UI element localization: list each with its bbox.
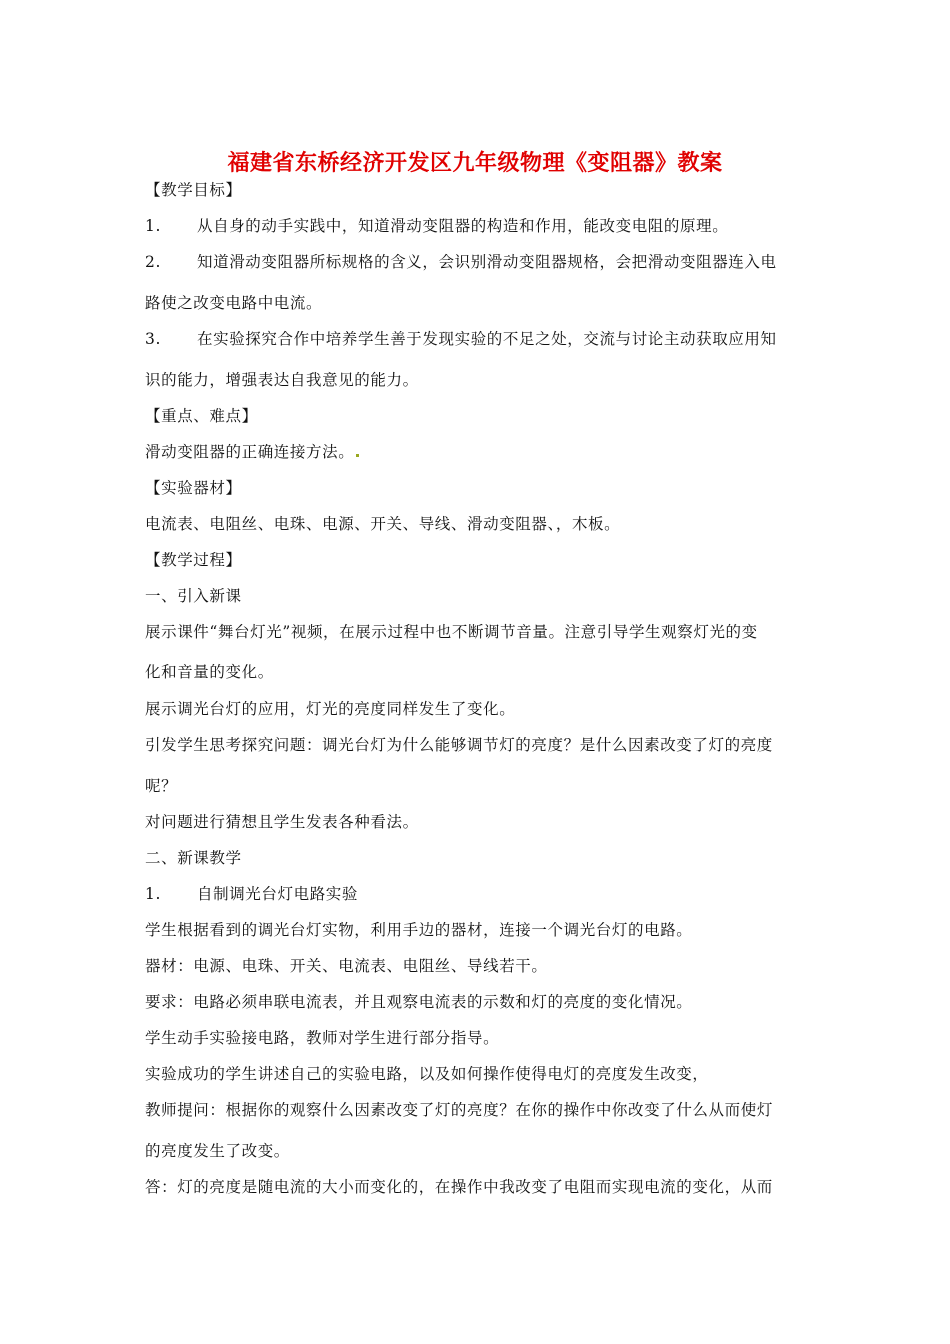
subsection-1-title: 自制调光台灯电路实验 xyxy=(197,885,359,903)
paragraph-11: 答：灯的亮度是随电流的大小而变化的，在操作中我改变了电阻而实现电流的变化，从而 xyxy=(145,1178,773,1196)
key-points-text: 滑动变阻器的正确连接方法。 xyxy=(145,440,359,462)
paragraph-4: 对问题进行猜想且学生发表各种看法。 xyxy=(145,813,419,831)
goal-2 xyxy=(145,250,777,272)
paragraph-6: 器材：电源、电珠、开关、电流表、电阻丝、导线若干。 xyxy=(145,957,548,975)
goal-3-number: 3. xyxy=(145,330,161,348)
goal-2-continued: 路使之改变电路中电流。 xyxy=(145,294,323,312)
part-2-heading: 二、新课教学 xyxy=(145,849,242,867)
subsection-1-number: 1. xyxy=(145,885,161,903)
paragraph-10-continued: 的亮度发生了改变。 xyxy=(145,1142,290,1160)
goal-1-number: 1. xyxy=(145,217,161,235)
paragraph-8: 学生动手实验接电路，教师对学生进行部分指导。 xyxy=(145,1029,500,1047)
goal-1 xyxy=(145,214,728,236)
goals-heading: 【教学目标】 xyxy=(145,181,242,199)
part-1-heading: 一、引入新课 xyxy=(145,587,242,605)
paragraph-1-continued: 化和音量的变化。 xyxy=(145,663,274,681)
paragraph-1: 展示课件“舞台灯光”视频，在展示过程中也不断调节音量。注意引导学生观察灯光的变 xyxy=(145,623,758,641)
paragraph-3: 引发学生思考探究问题：调光台灯为什么能够调节灯的亮度？是什么因素改变了灯的亮度 xyxy=(145,736,773,754)
goal-3-text: 在实验探究合作中培养学生善于发现实验的不足之处，交流与讨论主动获取应用知 xyxy=(197,330,777,348)
equipment-heading: 【实验器材】 xyxy=(145,479,242,497)
key-points-heading: 【重点、难点】 xyxy=(145,407,258,425)
paragraph-7: 要求：电路必须串联电流表，并且观察电流表的示数和灯的亮度的变化情况。 xyxy=(145,993,693,1011)
subsection-1 xyxy=(145,882,358,904)
paragraph-9: 实验成功的学生讲述自己的实验电路，以及如何操作使得电灯的亮度发生改变， xyxy=(145,1065,709,1083)
paragraph-2: 展示调光台灯的应用，灯光的亮度同样发生了变化。 xyxy=(145,700,516,718)
goal-2-text: 知道滑动变阻器所标规格的含义，会识别滑动变阻器规格，会把滑动变阻器连入电 xyxy=(197,253,777,271)
paragraph-3-continued: 呢？ xyxy=(145,777,178,795)
goal-2-number: 2. xyxy=(145,253,161,271)
equipment-text: 电流表、电阻丝、电珠、电源、开关、导线、滑动变阻器、，木板。 xyxy=(145,515,621,533)
mark-dot xyxy=(356,454,359,457)
goal-3-continued: 识的能力，增强表达自我意见的能力。 xyxy=(145,371,419,389)
process-heading: 【教学过程】 xyxy=(145,551,242,569)
goal-3 xyxy=(145,327,777,349)
document-title: 福建省东桥经济开发区九年级物理《变阻器》教案 xyxy=(227,150,723,176)
goal-1-text: 从自身的动手实践中，知道滑动变阻器的构造和作用，能改变电阻的原理。 xyxy=(197,217,729,235)
paragraph-10: 教师提问：根据你的观察什么因素改变了灯的亮度？在你的操作中你改变了什么从而使灯 xyxy=(145,1101,773,1119)
paragraph-5: 学生根据看到的调光台灯实物，利用手边的器材，连接一个调光台灯的电路。 xyxy=(145,921,693,939)
